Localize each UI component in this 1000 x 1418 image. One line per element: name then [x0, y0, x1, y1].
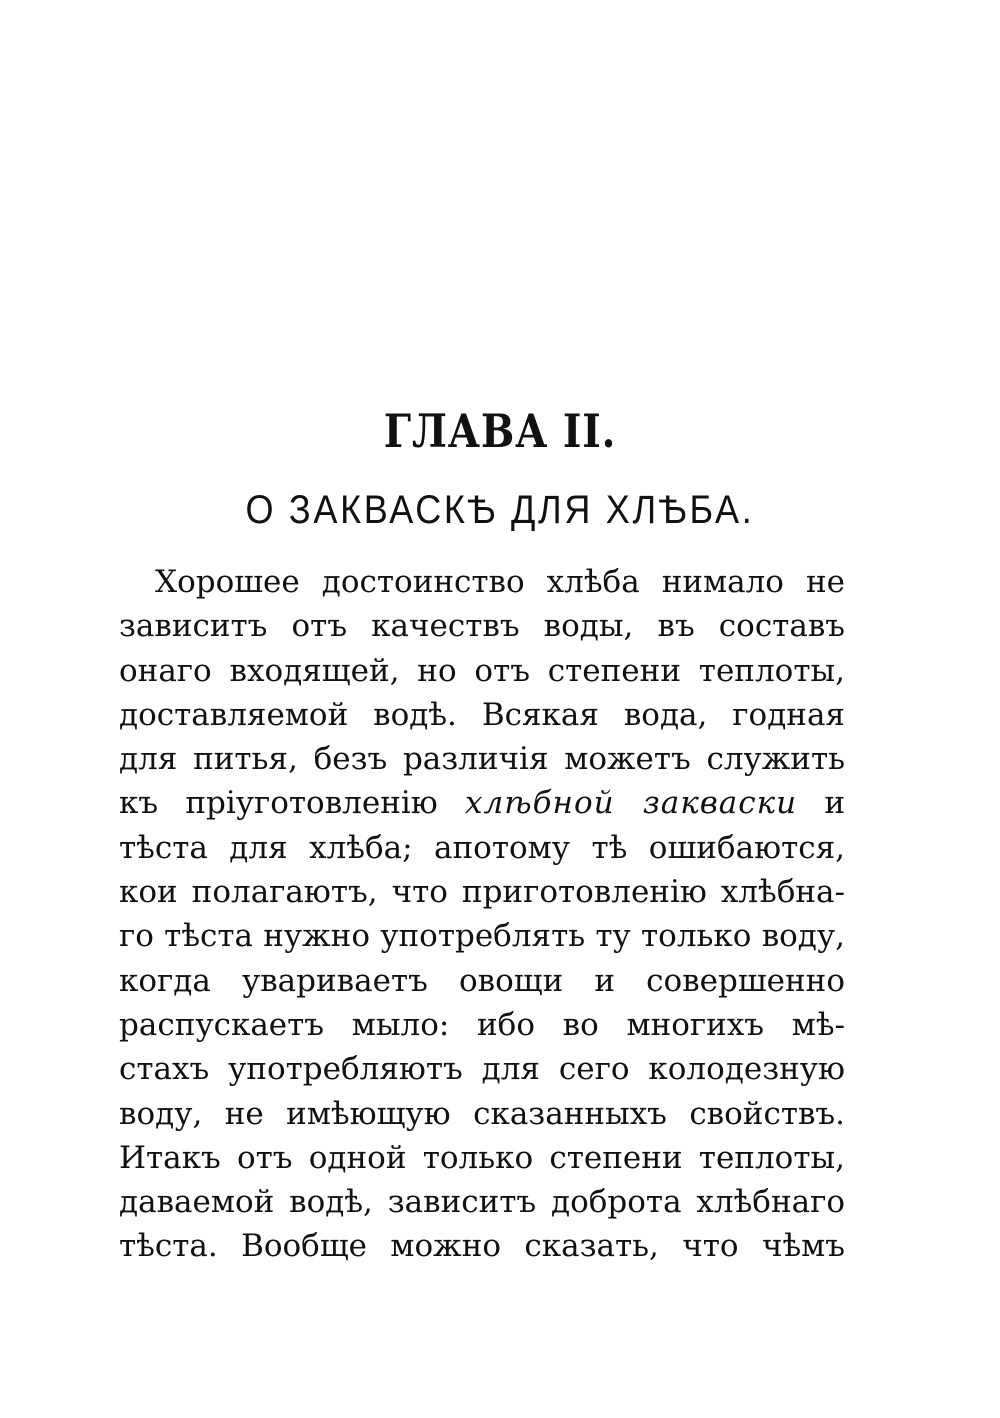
text-line: распускаетъ мыло: ибо во многихъ мѣ- — [119, 1006, 845, 1043]
text-line: для питья, безъ различія можетъ служить — [119, 741, 845, 778]
text-line: тѣста для хлѣба; апотому тѣ ошибаются, — [119, 829, 845, 866]
text-line: воду, не имѣющую сказанныхъ свойствъ. — [119, 1095, 845, 1132]
text-line: кои полагаютъ, что приготовленію хлѣбна- — [119, 874, 845, 911]
body-paragraph — [119, 560, 845, 1269]
text-line: когда увариваетъ овощи и совершенно — [119, 962, 845, 999]
chapter-heading: ГЛАВА II. — [383, 404, 617, 458]
text-line: Хорошее достоинство хлѣба нимало не — [155, 564, 845, 600]
text-line: тѣста. Вообще можно сказать, что чѣмъ — [119, 1228, 845, 1265]
text-line: Итакъ отъ одной только степени теплоты, — [119, 1139, 845, 1176]
text-line: доставляемой водѣ. Всякая вода, годная — [119, 696, 845, 733]
emphasized-term: хлѣбной закваски — [465, 785, 798, 822]
text-segment: и — [824, 785, 846, 822]
text-line: го тѣста нужно употреблять ту только воду, — [119, 918, 845, 955]
text-line: даваемой водѣ, зависитъ доброта хлѣбнаго — [119, 1184, 845, 1221]
text-line: зависитъ отъ качествъ воды, въ составъ — [119, 608, 845, 645]
section-heading: О ЗАКВАСКѢ ДЛЯ ХЛѢБА. — [245, 488, 755, 532]
text-segment: къ пріуготовленію — [119, 785, 438, 822]
text-line: стахъ употребляютъ для сего колодезную — [119, 1051, 845, 1088]
text-line-with-emphasis — [119, 781, 845, 825]
text-line: онаго входящей, но отъ степени теплоты, — [119, 652, 845, 689]
